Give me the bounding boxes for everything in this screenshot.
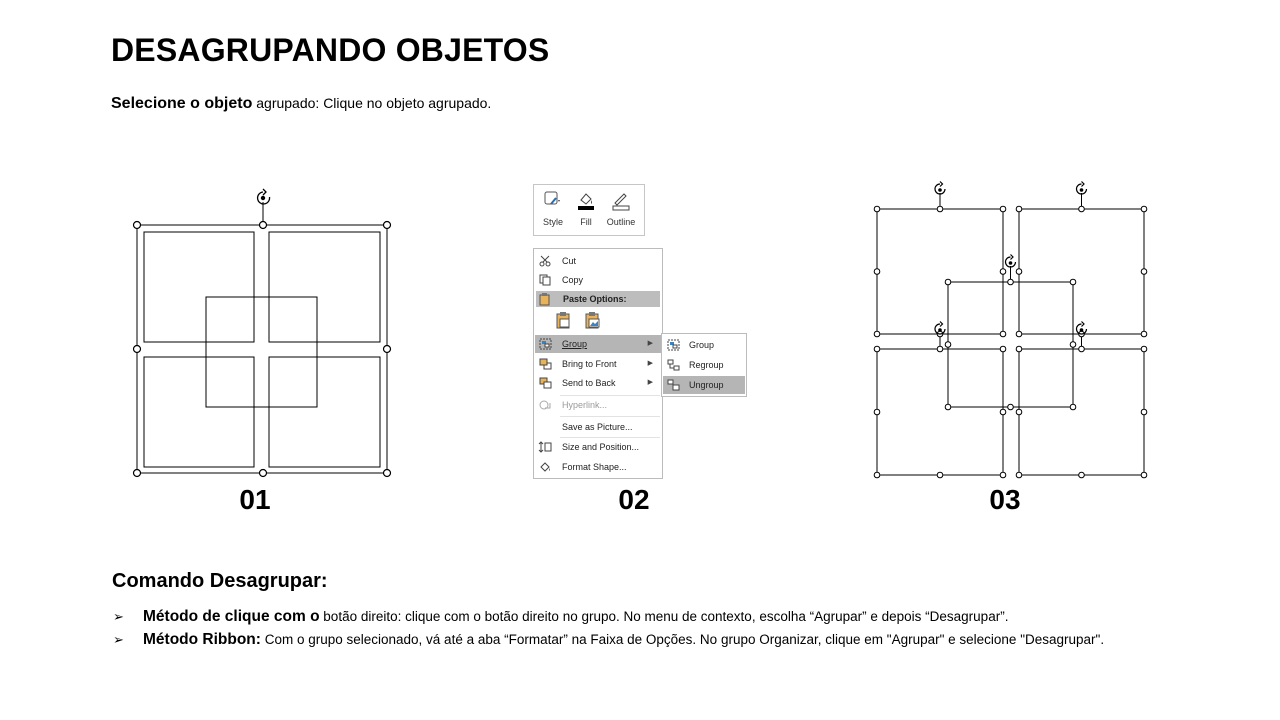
menu-item-cut[interactable] [535,252,661,270]
menu-item-size-and-position[interactable] [535,438,661,456]
bullet-text: botão direito: clique com o botão direito no grupo. No menu de contexto, escolha “Agrupar” e depois “Desagrupar”. [319,609,1009,624]
fill-bucket-icon [577,190,595,210]
resize-handle[interactable] [874,409,880,415]
resize-handle[interactable] [1000,269,1006,275]
resize-handle[interactable] [1008,279,1014,285]
menu-label: Group [689,340,715,350]
context-menu [533,248,663,479]
resize-handle[interactable] [1070,342,1076,348]
menu-label: Hyperlink... [562,400,608,410]
paste-icon [539,293,551,305]
resize-handle[interactable] [874,269,880,275]
submenu-arrow-icon: ▶ [647,360,653,367]
resize-handle[interactable] [1016,346,1022,352]
rotate-handle-icon[interactable] [1077,182,1087,195]
menu-item-copy[interactable] [535,271,661,289]
menu-label: Copy [562,275,584,285]
outline-pen-icon [612,190,630,210]
copy-icon [539,274,552,286]
menu-label: Send to Back [562,378,616,388]
style-button[interactable] [537,187,569,231]
menu-label: Size and Position... [562,442,640,452]
menu-label: Ungroup [689,380,724,390]
submenu-arrow-icon: ▶ [647,340,653,347]
bullet-bold: Método Ribbon: [143,631,261,648]
resize-handle[interactable] [1000,331,1006,337]
regroup-icon [667,359,680,371]
bullet-arrow-icon: ➢ [113,609,124,624]
resize-handle[interactable] [1079,472,1085,478]
resize-handle[interactable] [937,206,943,212]
scissors-icon [539,255,552,267]
resize-handle[interactable] [1008,404,1014,410]
hyperlink-icon [539,399,552,411]
bullet-bold: Método de clique com o [143,608,320,625]
resize-handle[interactable] [874,331,880,337]
menu-label: Group [562,339,588,349]
resize-handle[interactable] [1016,331,1022,337]
shape-top-right[interactable] [1019,209,1144,334]
resize-handle[interactable] [1070,404,1076,410]
submenu-item-ungroup[interactable] [663,376,745,394]
rotate-handle-icon[interactable] [935,182,945,195]
resize-handle[interactable] [1000,472,1006,478]
resize-handle[interactable] [1070,279,1076,285]
resize-handle[interactable] [1141,472,1147,478]
figure-ungrouped-objects[interactable] [860,178,1160,488]
group-icon [667,339,680,351]
send-to-back-icon [539,377,552,389]
resize-handle[interactable] [937,472,943,478]
fill-label: Fill [580,217,592,227]
resize-handle[interactable] [1016,409,1022,415]
paste-keep-formatting-icon[interactable] [556,311,572,329]
menu-label: Format Shape... [562,462,627,472]
resize-handle[interactable] [1000,409,1006,415]
resize-handle[interactable] [1079,346,1085,352]
shape-style-icon [544,190,562,210]
slide-title: DESAGRUPANDO OBJETOS [111,32,550,68]
figure-grouped-object[interactable] [130,186,400,486]
intro-bold: Selecione o objeto [111,95,253,112]
paste-options-label: Paste Options: [563,294,627,304]
outline-button[interactable] [605,187,637,231]
group-icon [539,338,552,350]
resize-handle[interactable] [1016,206,1022,212]
resize-handle[interactable] [1141,269,1147,275]
resize-handle[interactable] [1016,269,1022,275]
bullet-ribbon [113,631,1104,649]
bring-to-front-icon [539,358,552,370]
menu-item-save-as-picture[interactable] [535,418,661,436]
resize-handle[interactable] [945,342,951,348]
resize-handle[interactable] [1141,331,1147,337]
bullet-right-click [113,608,1008,626]
resize-handle[interactable] [1141,346,1147,352]
resize-handle[interactable] [1000,206,1006,212]
shape-bottom-right[interactable] [1019,349,1144,475]
shape-bottom-left[interactable] [877,349,1003,475]
fill-button[interactable] [570,187,602,231]
format-shape-icon [539,461,552,473]
menu-item-send-to-back[interactable] [535,374,661,392]
section-heading: Comando Desagrupar: [112,570,328,592]
resize-handle[interactable] [1000,346,1006,352]
rotate-handle-icon[interactable] [258,189,270,204]
resize-handle[interactable] [945,404,951,410]
resize-handle[interactable] [1141,409,1147,415]
figure-label-02: 02 [618,484,650,515]
outline-label: Outline [606,217,636,227]
paste-options-header [536,291,660,307]
menu-label: Bring to Front [562,359,617,369]
figure-label-01: 01 [239,484,271,515]
intro-rest: agrupado: Clique no objeto agrupado. [252,95,492,111]
resize-handle[interactable] [1079,206,1085,212]
style-label: Style [542,217,563,227]
menu-item-bring-to-front[interactable] [535,355,661,373]
menu-item-group[interactable] [535,335,661,353]
format-ribbon-group [533,184,645,236]
resize-handle[interactable] [945,279,951,285]
menu-item-format-shape[interactable] [535,458,661,476]
bullet-arrow-icon: ➢ [113,632,124,647]
shape-top-left[interactable] [877,209,1003,334]
paste-picture-icon[interactable] [585,311,601,329]
bullet-text: Com o grupo selecionado, vá até a aba “Formatar” na Faixa de Opções. No grupo Organizar, clique em "Agrupar" e selecione "Desagrupar". [260,632,1105,647]
figure-label-03: 03 [989,484,1021,515]
submenu-arrow-icon: ▶ [647,379,653,386]
submenu-item-group[interactable] [663,336,745,354]
submenu-item-regroup[interactable] [663,356,745,374]
group-submenu [661,333,747,397]
resize-handle[interactable] [937,346,943,352]
menu-label: Regroup [689,360,724,370]
shape-center[interactable] [948,282,1073,407]
rotate-handle-icon[interactable] [1006,255,1016,268]
resize-handle[interactable] [1141,206,1147,212]
ungroup-icon [667,379,680,391]
resize-handle[interactable] [1016,472,1022,478]
menu-label: Cut [562,256,577,266]
menu-item-hyperlink[interactable] [535,396,661,414]
resize-handle[interactable] [874,472,880,478]
resize-handle[interactable] [874,346,880,352]
size-position-icon [539,441,552,453]
resize-handle[interactable] [874,206,880,212]
menu-label: Save as Picture... [562,422,633,432]
intro-text [111,95,491,113]
